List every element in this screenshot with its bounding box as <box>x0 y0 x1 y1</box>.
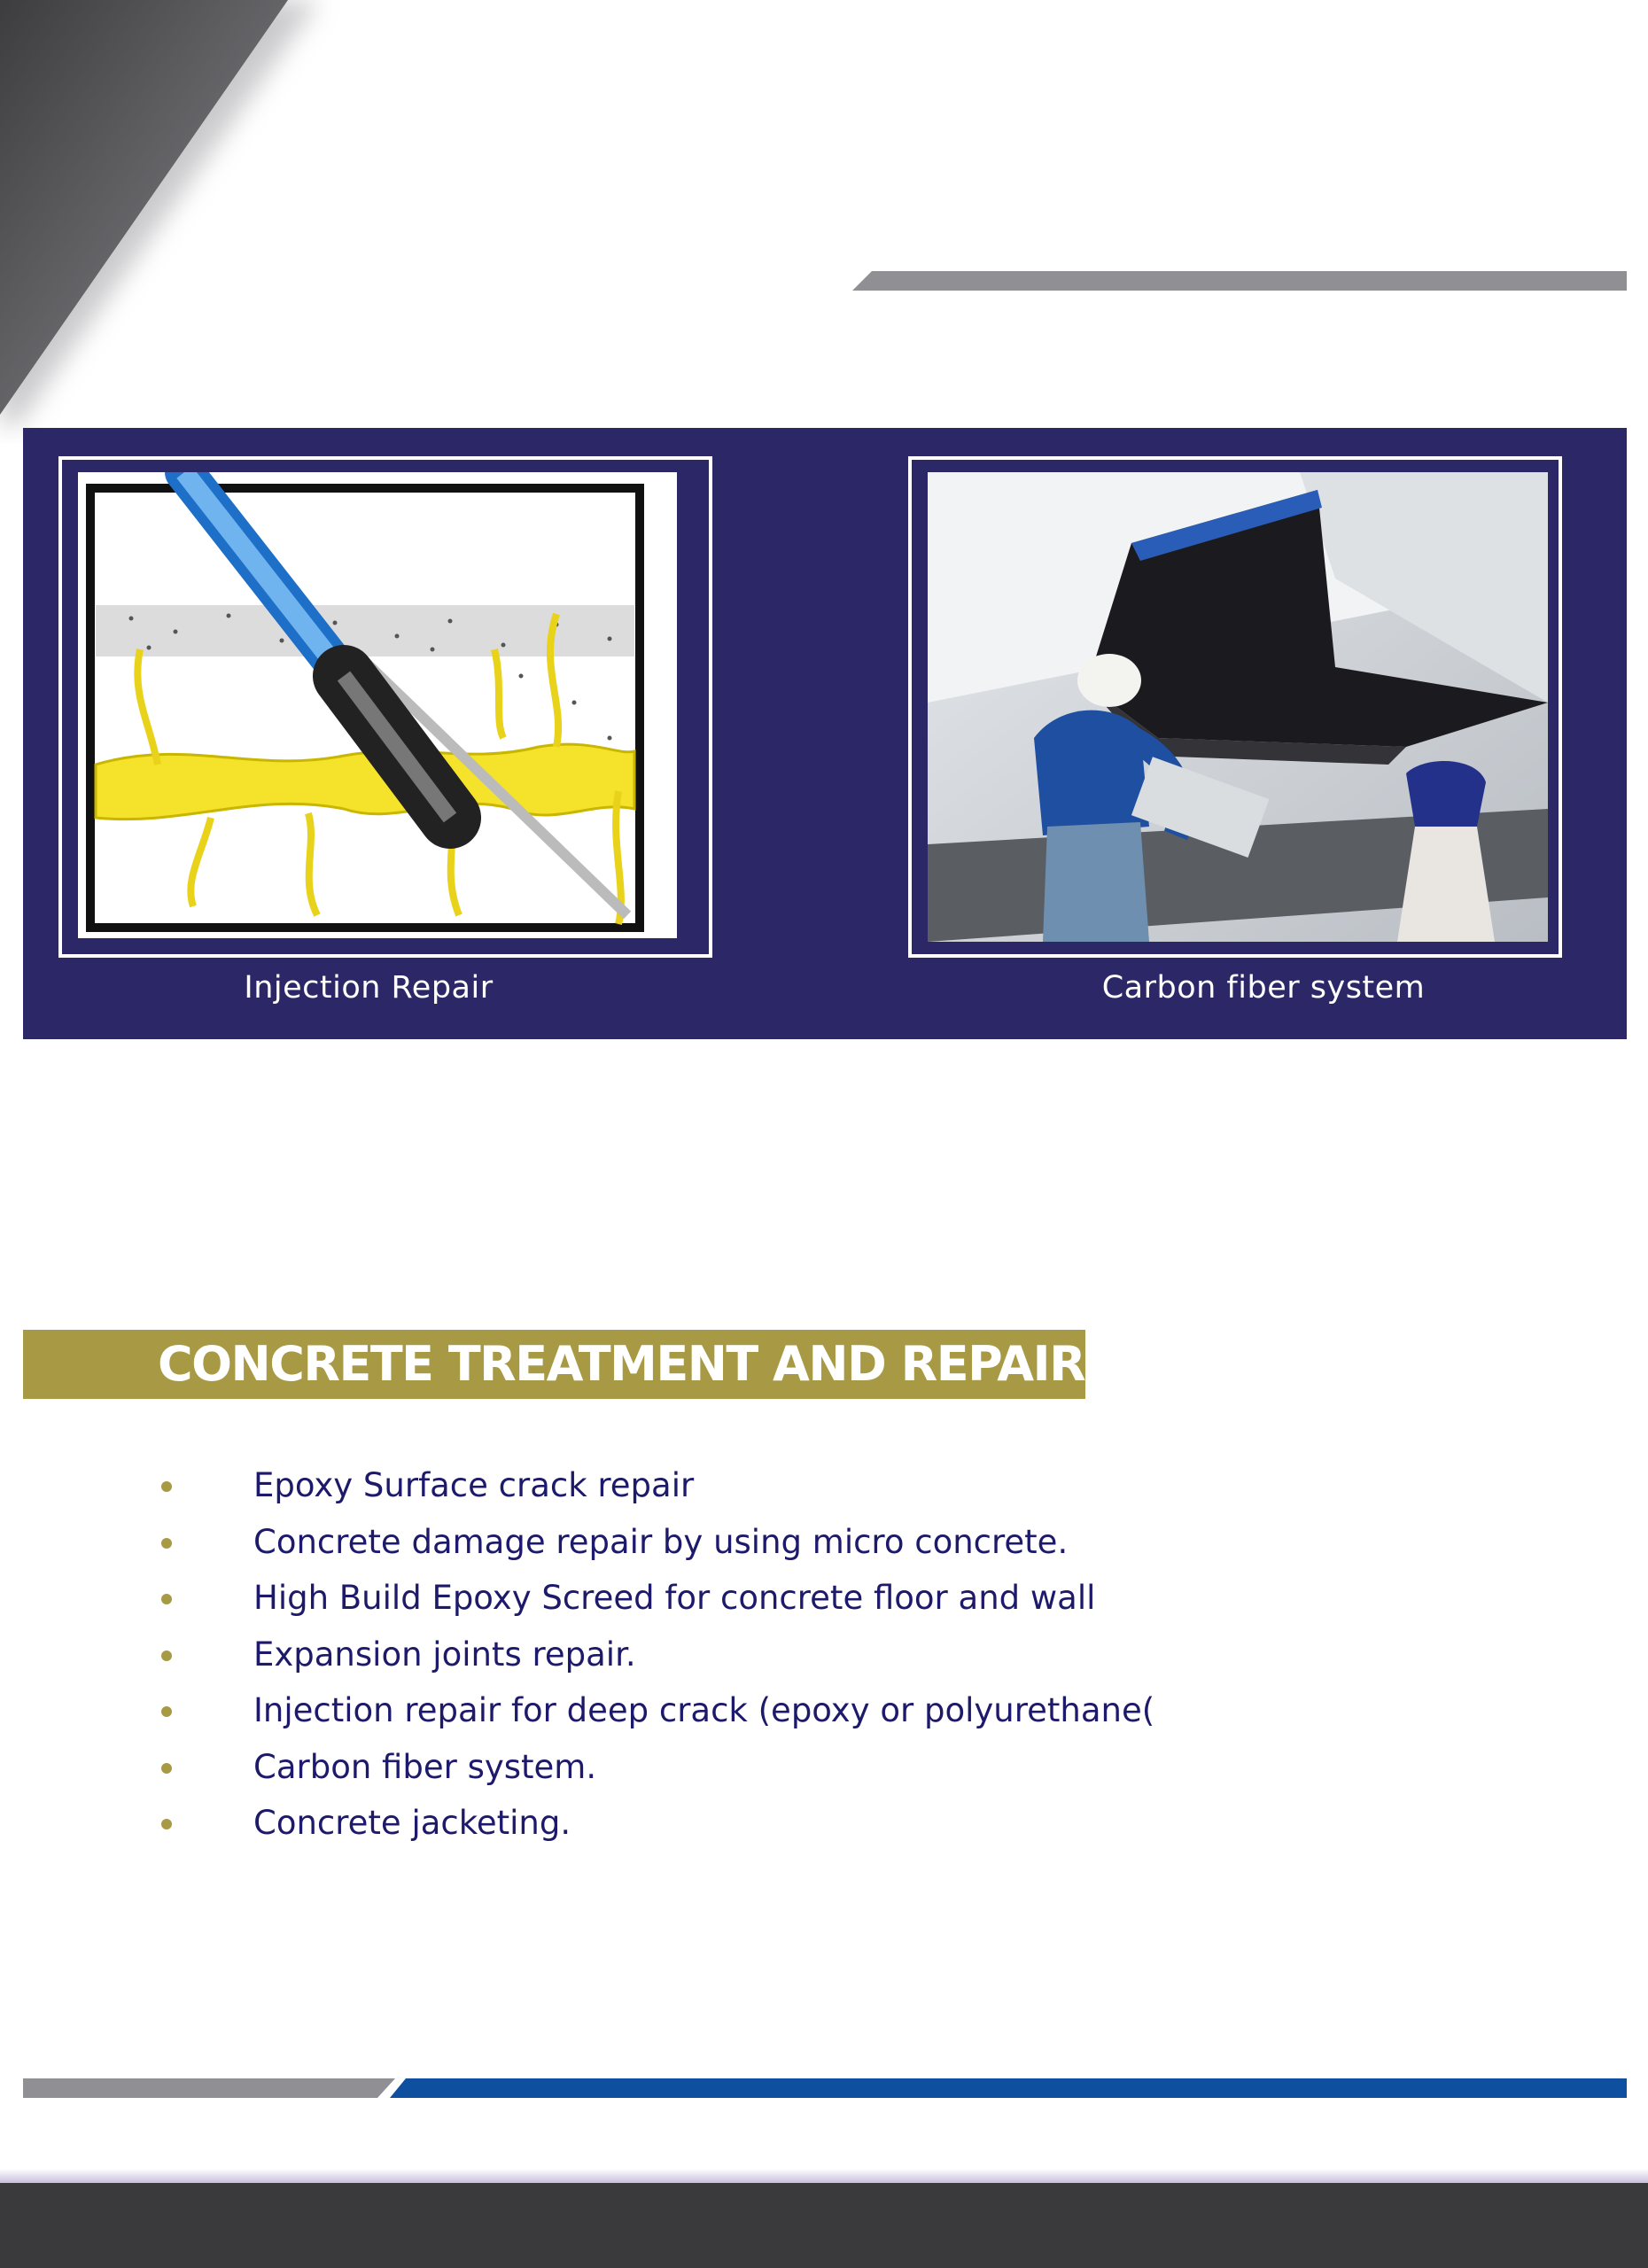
section-title: CONCRETE TREATMENT AND REPAIR <box>158 1336 1085 1392</box>
bullet-icon <box>161 1538 172 1549</box>
gallery-frame-carbon <box>908 456 1562 958</box>
injection-repair-diagram <box>78 472 677 938</box>
image-gallery-panel <box>23 428 1627 1039</box>
bullet-icon <box>161 1481 172 1492</box>
bullet-icon <box>161 1763 172 1774</box>
caption-carbon-fiber: Carbon fiber system <box>1101 970 1426 1006</box>
gallery-frame-injection <box>58 456 712 958</box>
bullet-icon <box>161 1819 172 1829</box>
carbon-fiber-photo <box>928 472 1548 942</box>
caption-injection-repair: Injection Repair <box>244 970 494 1006</box>
corner-fold-decoration <box>0 0 354 443</box>
header-accent-bar <box>852 271 1627 291</box>
bullet-icon <box>161 1594 172 1604</box>
footer-band <box>0 2183 1648 2268</box>
footer-accent-bars <box>23 2078 1627 2098</box>
footer-glow <box>0 2169 1648 2183</box>
bullet-icon <box>161 1651 172 1661</box>
bullet-icon <box>161 1706 172 1717</box>
section-heading-bar <box>23 1330 1085 1399</box>
